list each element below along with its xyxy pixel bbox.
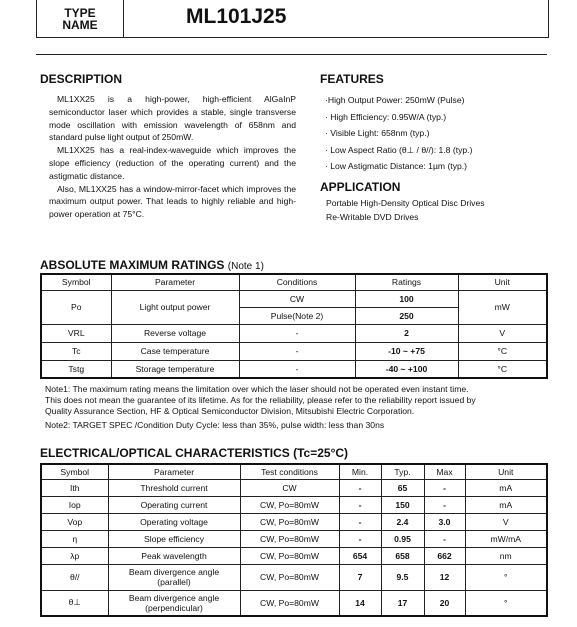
condition-cell: - bbox=[239, 360, 355, 378]
abs-max-table bbox=[40, 273, 548, 379]
header-cell: Min. bbox=[339, 464, 381, 479]
typ-cell: 658 bbox=[381, 547, 424, 564]
min-cell: - bbox=[339, 496, 381, 513]
symbol-cell: θ⊥ bbox=[41, 590, 108, 616]
abs-max-title-text: ABSOLUTE MAXIMUM RATINGS bbox=[40, 258, 225, 272]
symbol-cell: Po bbox=[41, 290, 111, 324]
unit-cell: V bbox=[465, 513, 547, 530]
notes bbox=[45, 384, 476, 431]
feature-item: · Visible Light: 658nm (typ.) bbox=[325, 128, 430, 138]
feature-item: ·High Output Power: 250mW (Pulse) bbox=[325, 95, 465, 105]
features-title: FEATURES bbox=[320, 72, 384, 86]
rating-cell: -40 ~ +100 bbox=[355, 360, 458, 378]
unit-cell: nm bbox=[465, 547, 547, 564]
application-item: Re-Writable DVD Drives bbox=[326, 211, 419, 222]
table-row bbox=[41, 590, 547, 616]
feature-item: · Low Aspect Ratio (θ⊥ / θ//): 1.8 (typ.) bbox=[325, 144, 473, 155]
feature-item: · Low Astigmatic Distance: 1µm (typ.) bbox=[325, 161, 468, 171]
description-paragraph: Also, ML1XX25 has a window-mirror-facet which improves the maximum output power. That leads to highly reliable and high-power operation at 75°C. bbox=[49, 183, 296, 220]
application-title: APPLICATION bbox=[320, 180, 401, 194]
unit-cell: ° bbox=[465, 564, 547, 590]
parameter-line: Beam divergence angle bbox=[128, 592, 220, 603]
symbol-cell: η bbox=[41, 530, 108, 547]
table-row bbox=[41, 290, 547, 307]
typ-cell: 150 bbox=[381, 496, 424, 513]
table-header-row bbox=[41, 464, 547, 479]
min-cell: 14 bbox=[339, 590, 381, 616]
table-row bbox=[41, 360, 547, 378]
rating-cell: 250 bbox=[355, 307, 458, 324]
parameter-cell: Case temperature bbox=[111, 342, 239, 360]
header-cell: Unit bbox=[465, 464, 547, 479]
header-cell: Parameter bbox=[108, 464, 240, 479]
symbol-cell: Ith bbox=[41, 479, 108, 496]
header-rule bbox=[36, 54, 547, 55]
condition-cell: CW bbox=[240, 479, 339, 496]
symbol-cell: λp bbox=[41, 547, 108, 564]
parameter-line: (perpendicular) bbox=[145, 602, 203, 613]
min-cell: - bbox=[339, 530, 381, 547]
symbol-cell: Vop bbox=[41, 513, 108, 530]
parameter-line: Beam divergence angle bbox=[128, 567, 220, 577]
type-name-box bbox=[36, 0, 549, 38]
condition-cell: Pulse(Note 2) bbox=[239, 307, 355, 324]
min-cell: - bbox=[339, 479, 381, 496]
max-cell: 20 bbox=[424, 590, 465, 616]
condition-cell: CW, Po=80mW bbox=[240, 564, 339, 590]
typ-cell: 2.4 bbox=[381, 513, 424, 530]
typ-cell: 9.5 bbox=[381, 564, 424, 590]
typ-cell: 17 bbox=[381, 590, 424, 616]
abs-max-title-note: (Note 1) bbox=[227, 261, 264, 272]
type-label-line1: TYPE bbox=[64, 6, 96, 20]
table-row bbox=[41, 547, 547, 564]
symbol-cell: θ// bbox=[41, 564, 108, 590]
unit-cell: mW/mA bbox=[465, 530, 547, 547]
unit-cell: °C bbox=[458, 360, 547, 378]
type-name: ML101J25 bbox=[186, 5, 287, 28]
header-cell: Typ. bbox=[381, 464, 424, 479]
parameter-cell bbox=[108, 564, 240, 590]
header-cell: Max bbox=[424, 464, 465, 479]
table-row bbox=[41, 324, 547, 342]
unit-cell: ° bbox=[465, 590, 547, 616]
table-header-row bbox=[41, 274, 547, 290]
parameter-cell: Peak wavelength bbox=[108, 547, 240, 564]
condition-cell: CW, Po=80mW bbox=[240, 590, 339, 616]
unit-cell: mA bbox=[465, 496, 547, 513]
max-cell: 662 bbox=[424, 547, 465, 564]
max-cell: 3.0 bbox=[424, 513, 465, 530]
parameter-cell: Reverse voltage bbox=[111, 324, 239, 342]
header-cell: Parameter bbox=[111, 274, 239, 290]
min-cell: - bbox=[339, 513, 381, 530]
table-row bbox=[41, 513, 547, 530]
typ-cell: 65 bbox=[381, 479, 424, 496]
parameter-cell: Operating voltage bbox=[108, 513, 240, 530]
note-line: Note1: The maximum rating means the limitation over which the laser should not be operated even instant time. bbox=[45, 384, 469, 394]
rating-cell: -10 ~ +75 bbox=[355, 342, 458, 360]
max-cell: 12 bbox=[424, 564, 465, 590]
parameter-cell: Operating current bbox=[108, 496, 240, 513]
parameter-cell: Slope efficiency bbox=[108, 530, 240, 547]
header-cell: Conditions bbox=[239, 274, 355, 290]
typ-cell: 0.95 bbox=[381, 530, 424, 547]
header-cell: Test conditions bbox=[240, 464, 339, 479]
symbol-cell: Tstg bbox=[41, 360, 111, 378]
description-paragraph: ML1XX25 has a real-index-waveguide which improves the slope efficiency (reduction of the operating current) and the astigmatic distance. bbox=[49, 145, 296, 181]
condition-cell: - bbox=[239, 324, 355, 342]
note-line: This does not mean the guarantee of its lifetime. As for the reliability, please refer to the reliability report issued by bbox=[45, 395, 476, 406]
rating-cell: 100 bbox=[355, 290, 458, 307]
table-row bbox=[41, 530, 547, 547]
application-list bbox=[326, 197, 485, 224]
note-line: Note2: TARGET SPEC /Condition Duty Cycle: less than 35%, pulse width: less than 30ns bbox=[45, 419, 385, 430]
table-row bbox=[41, 564, 547, 590]
abs-max-title bbox=[40, 258, 264, 272]
min-cell: 654 bbox=[339, 547, 381, 564]
type-label-line2: NAME bbox=[62, 18, 98, 32]
feature-item: · High Efficiency: 0.95W/A (typ.) bbox=[325, 111, 447, 122]
unit-cell: V bbox=[458, 324, 547, 342]
header-cell: Ratings bbox=[355, 274, 458, 290]
symbol-cell: Iop bbox=[41, 496, 108, 513]
table-row bbox=[41, 496, 547, 513]
parameter-line: (parallel) bbox=[157, 577, 191, 587]
condition-cell: CW, Po=80mW bbox=[240, 513, 339, 530]
table-row bbox=[41, 342, 547, 360]
description-paragraph: ML1XX25 is a high-power, high-efficient AlGaInP semiconductor laser which provides a stable, single transverse mode oscillation with emission wavelength of 658nm and standard pulse light output of 250mW. bbox=[49, 94, 296, 143]
condition-cell: CW bbox=[239, 290, 355, 307]
parameter-cell: Light output power bbox=[111, 290, 239, 324]
header-cell: Symbol bbox=[41, 464, 108, 479]
application-item: Portable High-Density Optical Disc Drives bbox=[326, 198, 485, 208]
unit-cell: mA bbox=[465, 479, 547, 496]
elec-title: ELECTRICAL/OPTICAL CHARACTERISTICS (Tc=25°C) bbox=[40, 446, 349, 460]
condition-cell: - bbox=[239, 342, 355, 360]
header-cell: Symbol bbox=[41, 274, 111, 290]
table-row bbox=[41, 479, 547, 496]
max-cell: - bbox=[424, 530, 465, 547]
header-cell: Unit bbox=[458, 274, 547, 290]
type-label bbox=[37, 0, 124, 37]
condition-cell: CW, Po=80mW bbox=[240, 496, 339, 513]
description-title: DESCRIPTION bbox=[40, 72, 123, 86]
condition-cell: CW, Po=80mW bbox=[240, 547, 339, 564]
max-cell: - bbox=[424, 496, 465, 513]
condition-cell: CW, Po=80mW bbox=[240, 530, 339, 547]
unit-cell: mW bbox=[458, 290, 547, 324]
elec-table bbox=[40, 463, 548, 617]
symbol-cell: Tc bbox=[41, 342, 111, 360]
rating-cell: 2 bbox=[355, 324, 458, 342]
parameter-cell: Storage temperature bbox=[111, 360, 239, 378]
description-text bbox=[49, 93, 296, 221]
max-cell: - bbox=[424, 479, 465, 496]
parameter-cell bbox=[108, 590, 240, 616]
note-line: Quality Assurance Section, HF & Optical Semiconductor Division, Mitsubishi Electric Corporation. bbox=[45, 406, 415, 417]
min-cell: 7 bbox=[339, 564, 381, 590]
parameter-cell: Threshold current bbox=[108, 479, 240, 496]
symbol-cell: VRL bbox=[41, 324, 111, 342]
features-list bbox=[325, 93, 472, 176]
unit-cell: °C bbox=[458, 342, 547, 360]
